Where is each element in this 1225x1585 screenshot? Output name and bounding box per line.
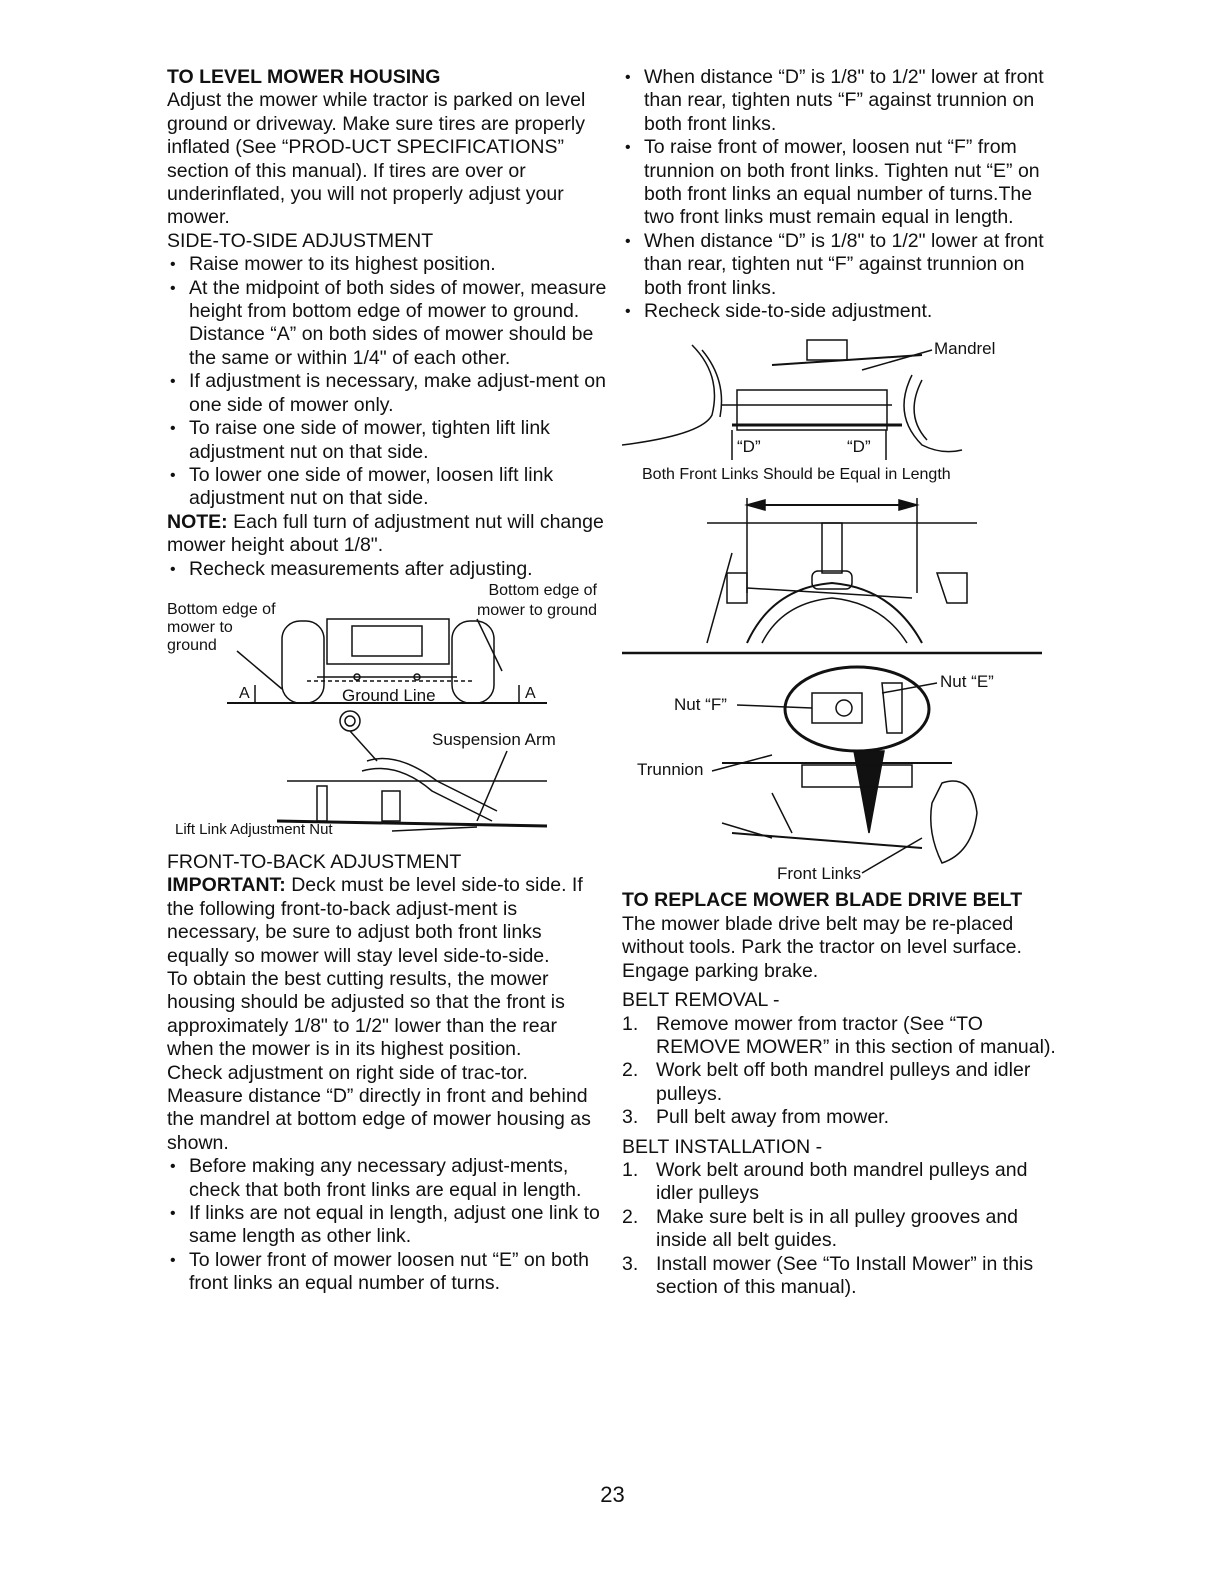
important-label: IMPORTANT: [167, 874, 286, 897]
list-item: • If adjustment is necessary, make adjust-ment on one side of mower only. [167, 370, 607, 417]
front-to-back-heading: FRONT-TO-BACK ADJUSTMENT [167, 850, 462, 873]
step-number: 2. [622, 1059, 639, 1082]
step-number: 3. [622, 1252, 639, 1275]
list-item: • At the midpoint of both sides of mower, measure height from bottom edge of mower to ground. Distance “A” on both sides of mower should be the same or within 1/4" of each other. [167, 277, 607, 371]
section-heading-replace-belt: TO REPLACE MOWER BLADE DRIVE BELT [622, 889, 1023, 912]
label-bottom-edge-right: Bottom edge of mower to ground [476, 581, 597, 619]
left-column [167, 66, 607, 1296]
list-item [622, 1206, 1062, 1253]
right-wheel-shape [452, 621, 494, 703]
step-number: 2. [622, 1205, 639, 1228]
side-to-side-figure [167, 581, 607, 851]
list-item: • When distance “D” is 1/8" to 1/2" lower at front than rear, tighten nuts “F” against trunnion on both front links. [622, 66, 1062, 136]
label-bottom-edge-left: Bottom edge of mower to ground [167, 600, 276, 654]
obtain-paragraph: To obtain the best cutting results, the mower housing should be adjusted so that the front is approximately 1/8" to 1/2" lower than the rear when the mower is in its highest position. [167, 967, 565, 1061]
step-text: Install mower (See “To Install Mower” in this section of this manual). [656, 1252, 1034, 1298]
list-item: • To lower one side of mower, loosen lift link adjustment nut on that side. [167, 464, 607, 511]
step-text: Make sure belt is in all pulley grooves and inside all belt guides. [656, 1205, 1019, 1252]
label-d-right: “D” [847, 437, 871, 457]
label-mandrel: Mandrel [934, 339, 996, 359]
check-paragraph: Check adjustment on right side of trac-tor. Measure distance “D” directly in front and behind the mandrel at bottom edge of mower housing as shown. [167, 1061, 591, 1154]
step-number: 1. [622, 1158, 639, 1181]
front-links-figure [622, 493, 1062, 883]
step-number: 1. [622, 1012, 639, 1035]
mandrel-figure [622, 335, 1062, 485]
page-number: 23 [600, 1482, 625, 1507]
list-item [622, 1059, 1062, 1106]
list-item [622, 1013, 1062, 1060]
recheck-list [167, 558, 607, 581]
label-lift-link-nut: Lift Link Adjustment Nut [175, 820, 333, 838]
side-to-side-heading: SIDE-TO-SIDE ADJUSTMENT [167, 229, 434, 252]
list-item: • To raise front of mower, loosen nut “F” from trunnion on both front links. Tighten nut “E” on both front links an equal number of turns.The two front links must remain equal in length. [622, 136, 1062, 230]
label-nut-f: Nut “F” [674, 695, 727, 715]
list-item: • Before making any necessary adjust-ments, check that both front links are equal in length. [167, 1155, 607, 1202]
side-to-side-list [167, 253, 607, 510]
note-text: Each full turn of adjustment nut will change mower height about 1/8". [167, 510, 604, 557]
front-to-back-list [167, 1155, 607, 1295]
important-paragraph [167, 874, 607, 968]
figure-caption: Both Front Links Should be Equal in Length [642, 466, 951, 484]
label-a-left: A [239, 684, 250, 702]
belt-removal-heading: BELT REMOVAL - [622, 989, 780, 1012]
label-d-left: “D” [737, 437, 761, 457]
label-suspension-arm: Suspension Arm [432, 729, 556, 749]
front-links-illustration [622, 493, 1062, 883]
note-label: NOTE: [167, 510, 228, 533]
label-ground-line: Ground Line [342, 685, 436, 705]
list-item: • Recheck side-to-side adjustment. [622, 300, 1062, 323]
intro-paragraph: Adjust the mower while tractor is parked on level ground or driveway. Make sure tires are properly inflated (See “PROD-UCT SPECIFICATIONS” section of this manual). If tires are over or underinflated, you will not properly adjust your mower. [167, 89, 586, 229]
left-wheel-shape [282, 621, 324, 703]
list-item: • Raise mower to its highest position. [167, 253, 607, 276]
list-item: • Recheck measurements after adjusting. [167, 558, 607, 581]
note-paragraph [167, 511, 607, 558]
list-item: • If links are not equal in length, adjust one link to same length as other link. [167, 1202, 607, 1249]
step-text: Remove mower from tractor (See “TO REMOVE MOWER” in this section of manual). [656, 1012, 1056, 1058]
label-nut-e: Nut “E” [940, 672, 994, 692]
list-item: • To raise one side of mower, tighten lift link adjustment nut on that side. [167, 417, 607, 464]
belt-removal-steps [622, 1013, 1062, 1130]
section-heading-level-mower: TO LEVEL MOWER HOUSING [167, 66, 441, 88]
label-trunnion: Trunnion [637, 760, 704, 780]
right-column [622, 66, 1062, 1299]
belt-installation-heading: BELT INSTALLATION - [622, 1135, 823, 1158]
step-text: Pull belt away from mower. [656, 1106, 890, 1129]
belt-installation-steps [622, 1159, 1062, 1299]
label-front-links: Front Links [777, 864, 862, 884]
list-item: • To lower front of mower loosen nut “E” on both front links an equal number of turns. [167, 1249, 607, 1296]
list-item [622, 1253, 1062, 1300]
list-item: • When distance “D” is 1/8" to 1/2" lower at front than rear, tighten nut “F” against trunnion on both front links. [622, 230, 1062, 300]
important-text: Deck must be level side-to side. If the following front-to-back adjust-ment is necessary, be sure to adjust both front links equally so mower will stay level side-to-side. [167, 874, 583, 967]
step-text: Work belt around both mandrel pulleys and idler pulleys [656, 1158, 1028, 1205]
belt-intro-paragraph: The mower blade drive belt may be re-placed without tools. Park the tractor on level surface. Engage parking brake. [622, 912, 1022, 982]
step-number: 3. [622, 1106, 639, 1129]
front-adjust-list [622, 66, 1062, 323]
step-text: Work belt off both mandrel pulleys and idler pulleys. [656, 1059, 1031, 1105]
list-item [622, 1106, 1062, 1129]
list-item [622, 1159, 1062, 1206]
label-a-right: A [525, 684, 536, 702]
mandrel-illustration [622, 335, 1062, 485]
